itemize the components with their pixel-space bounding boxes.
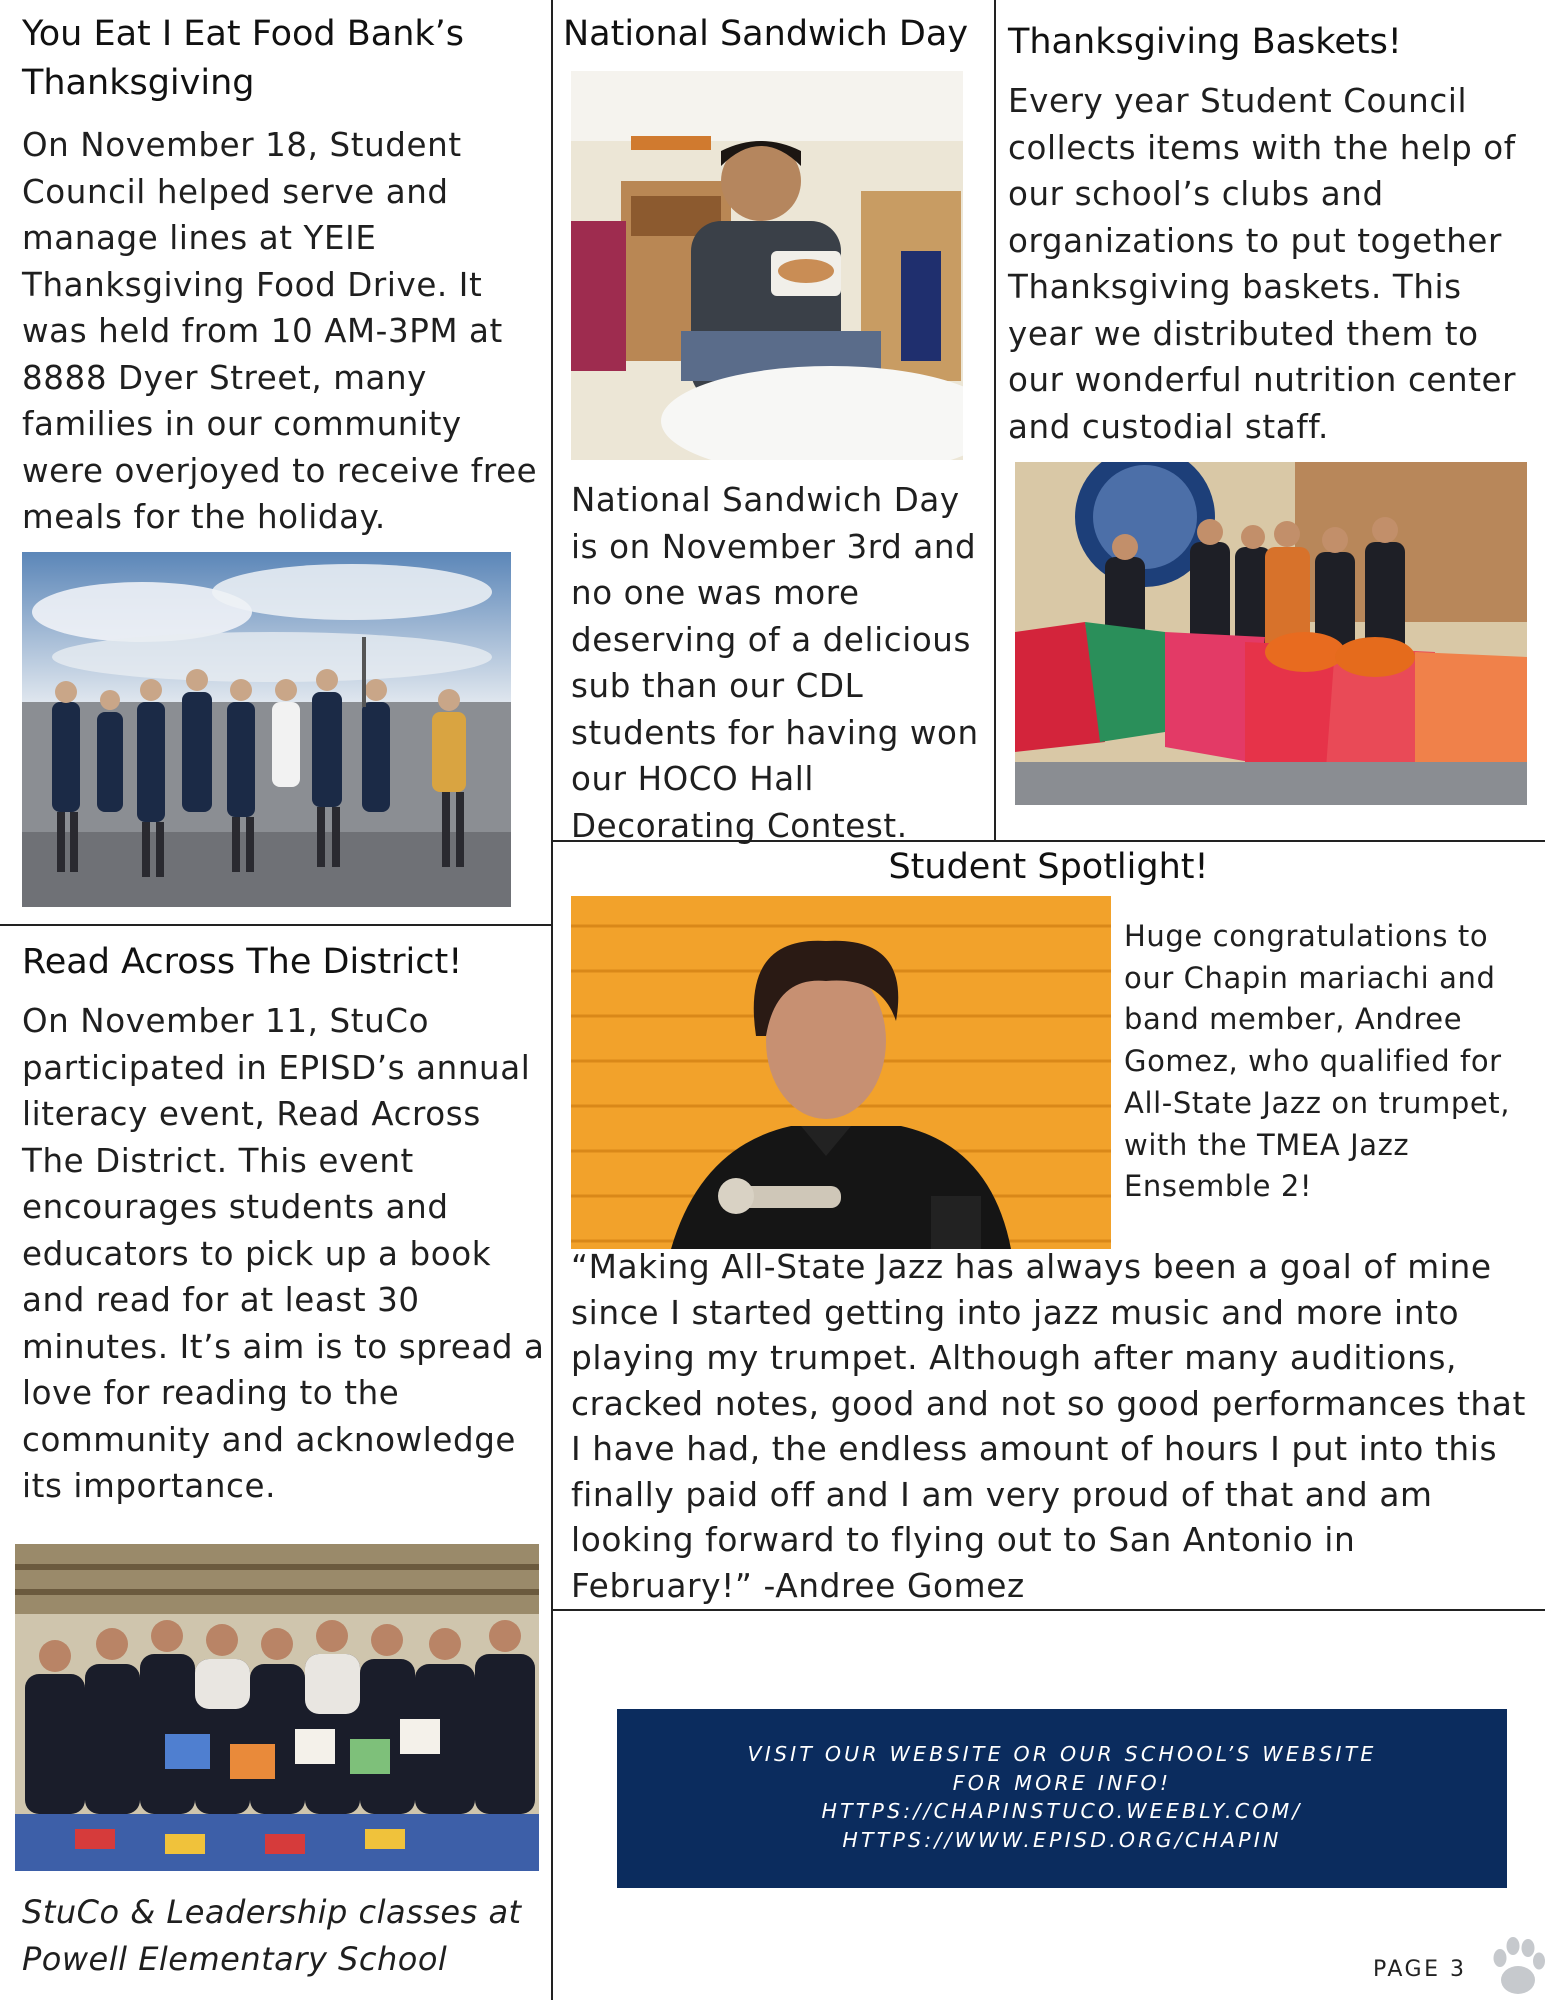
sandwich-body: National Sandwich Day is on November 3rd and no one was more deserving of a delicious sub than our CDL students for having won our HOCO Hall Decorating Contest. bbox=[571, 481, 979, 845]
divider-left-horizontal bbox=[0, 924, 552, 926]
banner-line-1: VISIT OUR WEBSITE OR OUR SCHOOL’S WEBSITE bbox=[747, 1742, 1377, 1766]
baskets-body: Every year Student Council collects items with the help of our school’s clubs and organizations to put together Thanksgiving baskets. This year we distributed them to our wonderful nutrition center and custodial staff. bbox=[1008, 82, 1517, 446]
sandwich-title: National Sandwich Day bbox=[563, 14, 969, 54]
read-across-caption: StuCo & Leadership classes at Powell Elementary School bbox=[22, 1893, 522, 1978]
read-across-photo bbox=[15, 1544, 539, 1871]
banner-link-stuco[interactable]: HTTPS://CHAPINSTUCO.WEEBLY.COM/ bbox=[821, 1799, 1303, 1823]
food-bank-body: On November 18, Student Council helped serve and manage lines at YEIE Thanksgiving Food Drive. It was held from 10 AM-3PM at 8888 Dyer Street, many families in our community were overjoyed to receive free meals for the holiday. bbox=[22, 126, 538, 536]
sandwich-photo bbox=[571, 71, 963, 460]
spotlight-intro: Huge congratulations to our Chapin mariachi and band member, Andree Gomez, who qualified for All-State Jazz on trumpet, with the TMEA Jazz Ensemble 2! bbox=[1124, 919, 1511, 1204]
divider-right-horizontal-bottom bbox=[552, 1609, 1545, 1611]
spotlight-title: Student Spotlight! bbox=[888, 847, 1209, 887]
divider-vertical-right bbox=[994, 0, 996, 841]
banner-line-2: FOR MORE INFO! bbox=[952, 1770, 1172, 1795]
baskets-title: Thanksgiving Baskets! bbox=[1008, 22, 1402, 62]
food-bank-photo bbox=[22, 552, 511, 907]
banner-link-episd[interactable]: HTTPS://WWW.EPISD.ORG/CHAPIN bbox=[842, 1827, 1282, 1852]
spotlight-photo bbox=[571, 896, 1111, 1249]
page-number: PAGE 3 bbox=[1373, 1957, 1467, 1982]
spotlight-quote: “Making All-State Jazz has always been a goal of mine since I started getting into jazz music and more into playing my trumpet. Although after many auditions, cracked notes, good and not so good performances that I have had, the endless amount of hours I put into this finally paid off and I am very proud of that and am looking forward to flying out to San Antonio in February!” -Andree Gomez bbox=[571, 1248, 1526, 1605]
divider-vertical-left bbox=[551, 0, 553, 2000]
read-across-body: On November 11, StuCo participated in EPISD’s annual literacy event, Read Across The District. This event encourages students and educators to pick up a book and read for at least 30 minutes. It’s aim is to spread a love for reading to the community and acknowledge its importance. bbox=[22, 1002, 545, 1505]
read-across-title: Read Across The District! bbox=[22, 942, 463, 982]
baskets-photo bbox=[1015, 462, 1527, 805]
paw-print-icon bbox=[1488, 1928, 1545, 2000]
food-bank-title: You Eat I Eat Food Bank’s Thanksgiving bbox=[22, 14, 465, 103]
website-banner bbox=[617, 1709, 1507, 1888]
